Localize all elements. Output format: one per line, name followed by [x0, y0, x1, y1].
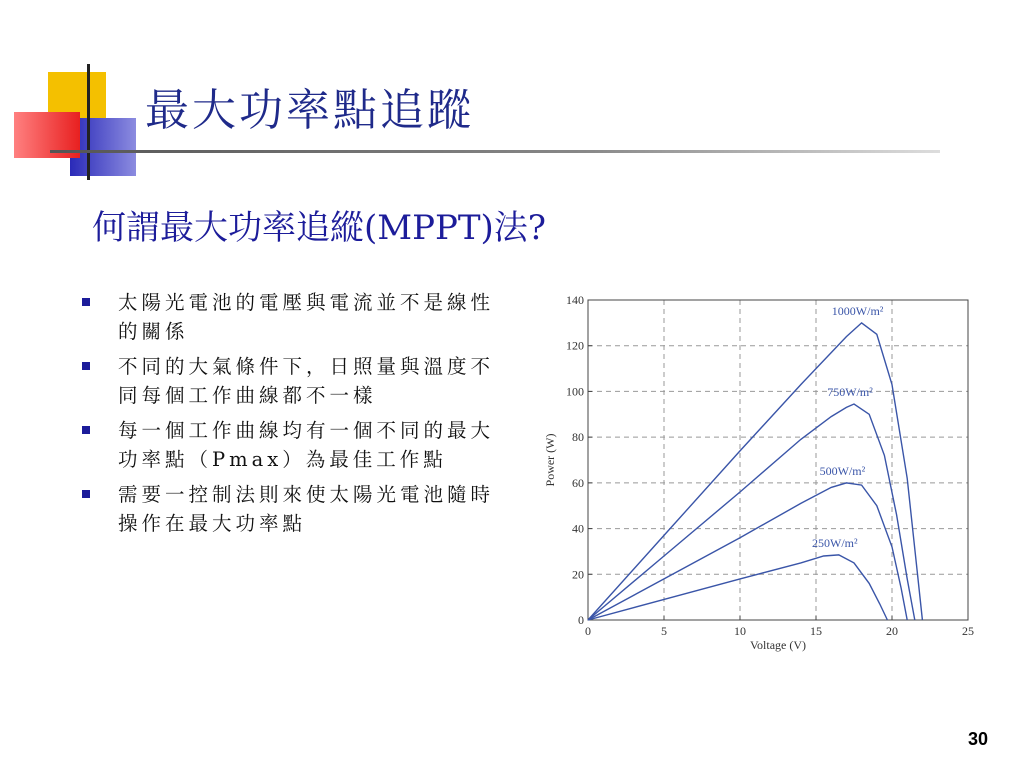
x-tick-label: 15: [810, 624, 822, 638]
power-voltage-chart: [538, 286, 983, 656]
y-tick-label: 40: [572, 521, 584, 536]
page-number: 30: [967, 729, 988, 749]
series-label: 250W/m²: [812, 535, 858, 550]
y-axis-label: Power (W): [543, 433, 557, 487]
bullet-item: [82, 416, 512, 474]
title-divider: [50, 150, 940, 153]
y-tick-label: 120: [566, 338, 584, 353]
bullet-text: 不同的大氣條件下，日照量與溫度不同每個工作曲線都不一樣: [118, 355, 495, 407]
bullet-item: [82, 288, 512, 346]
deco-vertical-line: [87, 64, 90, 180]
x-tick-label: 25: [962, 624, 974, 638]
slide-subtitle: 何謂最大功率追縱(MPPT)法?: [92, 208, 547, 248]
square-bullet-icon: [82, 490, 90, 498]
bullet-item: [82, 480, 512, 538]
square-bullet-icon: [82, 362, 90, 370]
x-axis-label: Voltage (V): [749, 638, 807, 652]
slide-title: 最大功率點追蹤: [145, 85, 474, 136]
x-tick-label: 20: [886, 624, 898, 638]
y-tick-label: 140: [566, 293, 584, 307]
square-bullet-icon: [82, 298, 90, 306]
bullet-text: 需要一控制法則來使太陽光電池隨時操作在最大功率點: [118, 483, 495, 535]
bullet-text: 每一個工作曲線均有一個不同的最大功率點（Pmax）為最佳工作點: [118, 419, 495, 471]
series-label: 1000W/m²: [831, 303, 884, 318]
bullet-text: 太陽光電池的電壓與電流並不是線性的關係: [118, 291, 495, 343]
series-label: 750W/m²: [827, 385, 873, 399]
bullet-item: [82, 352, 512, 410]
series-label: 500W/m²: [819, 463, 866, 478]
series-line-4: [588, 555, 887, 620]
x-tick-label: 0: [585, 624, 591, 638]
y-tick-label: 20: [572, 567, 584, 582]
bullet-list: [82, 288, 512, 544]
y-tick-label: 60: [572, 475, 584, 490]
x-tick-label: 5: [661, 624, 667, 638]
series-line-2: [588, 404, 915, 620]
y-tick-label: 80: [572, 430, 584, 445]
x-tick-label: 10: [734, 624, 746, 638]
square-bullet-icon: [82, 426, 90, 434]
y-tick-label: 100: [566, 384, 584, 399]
series-line-3: [588, 483, 907, 620]
y-tick-label: 0: [578, 613, 584, 627]
